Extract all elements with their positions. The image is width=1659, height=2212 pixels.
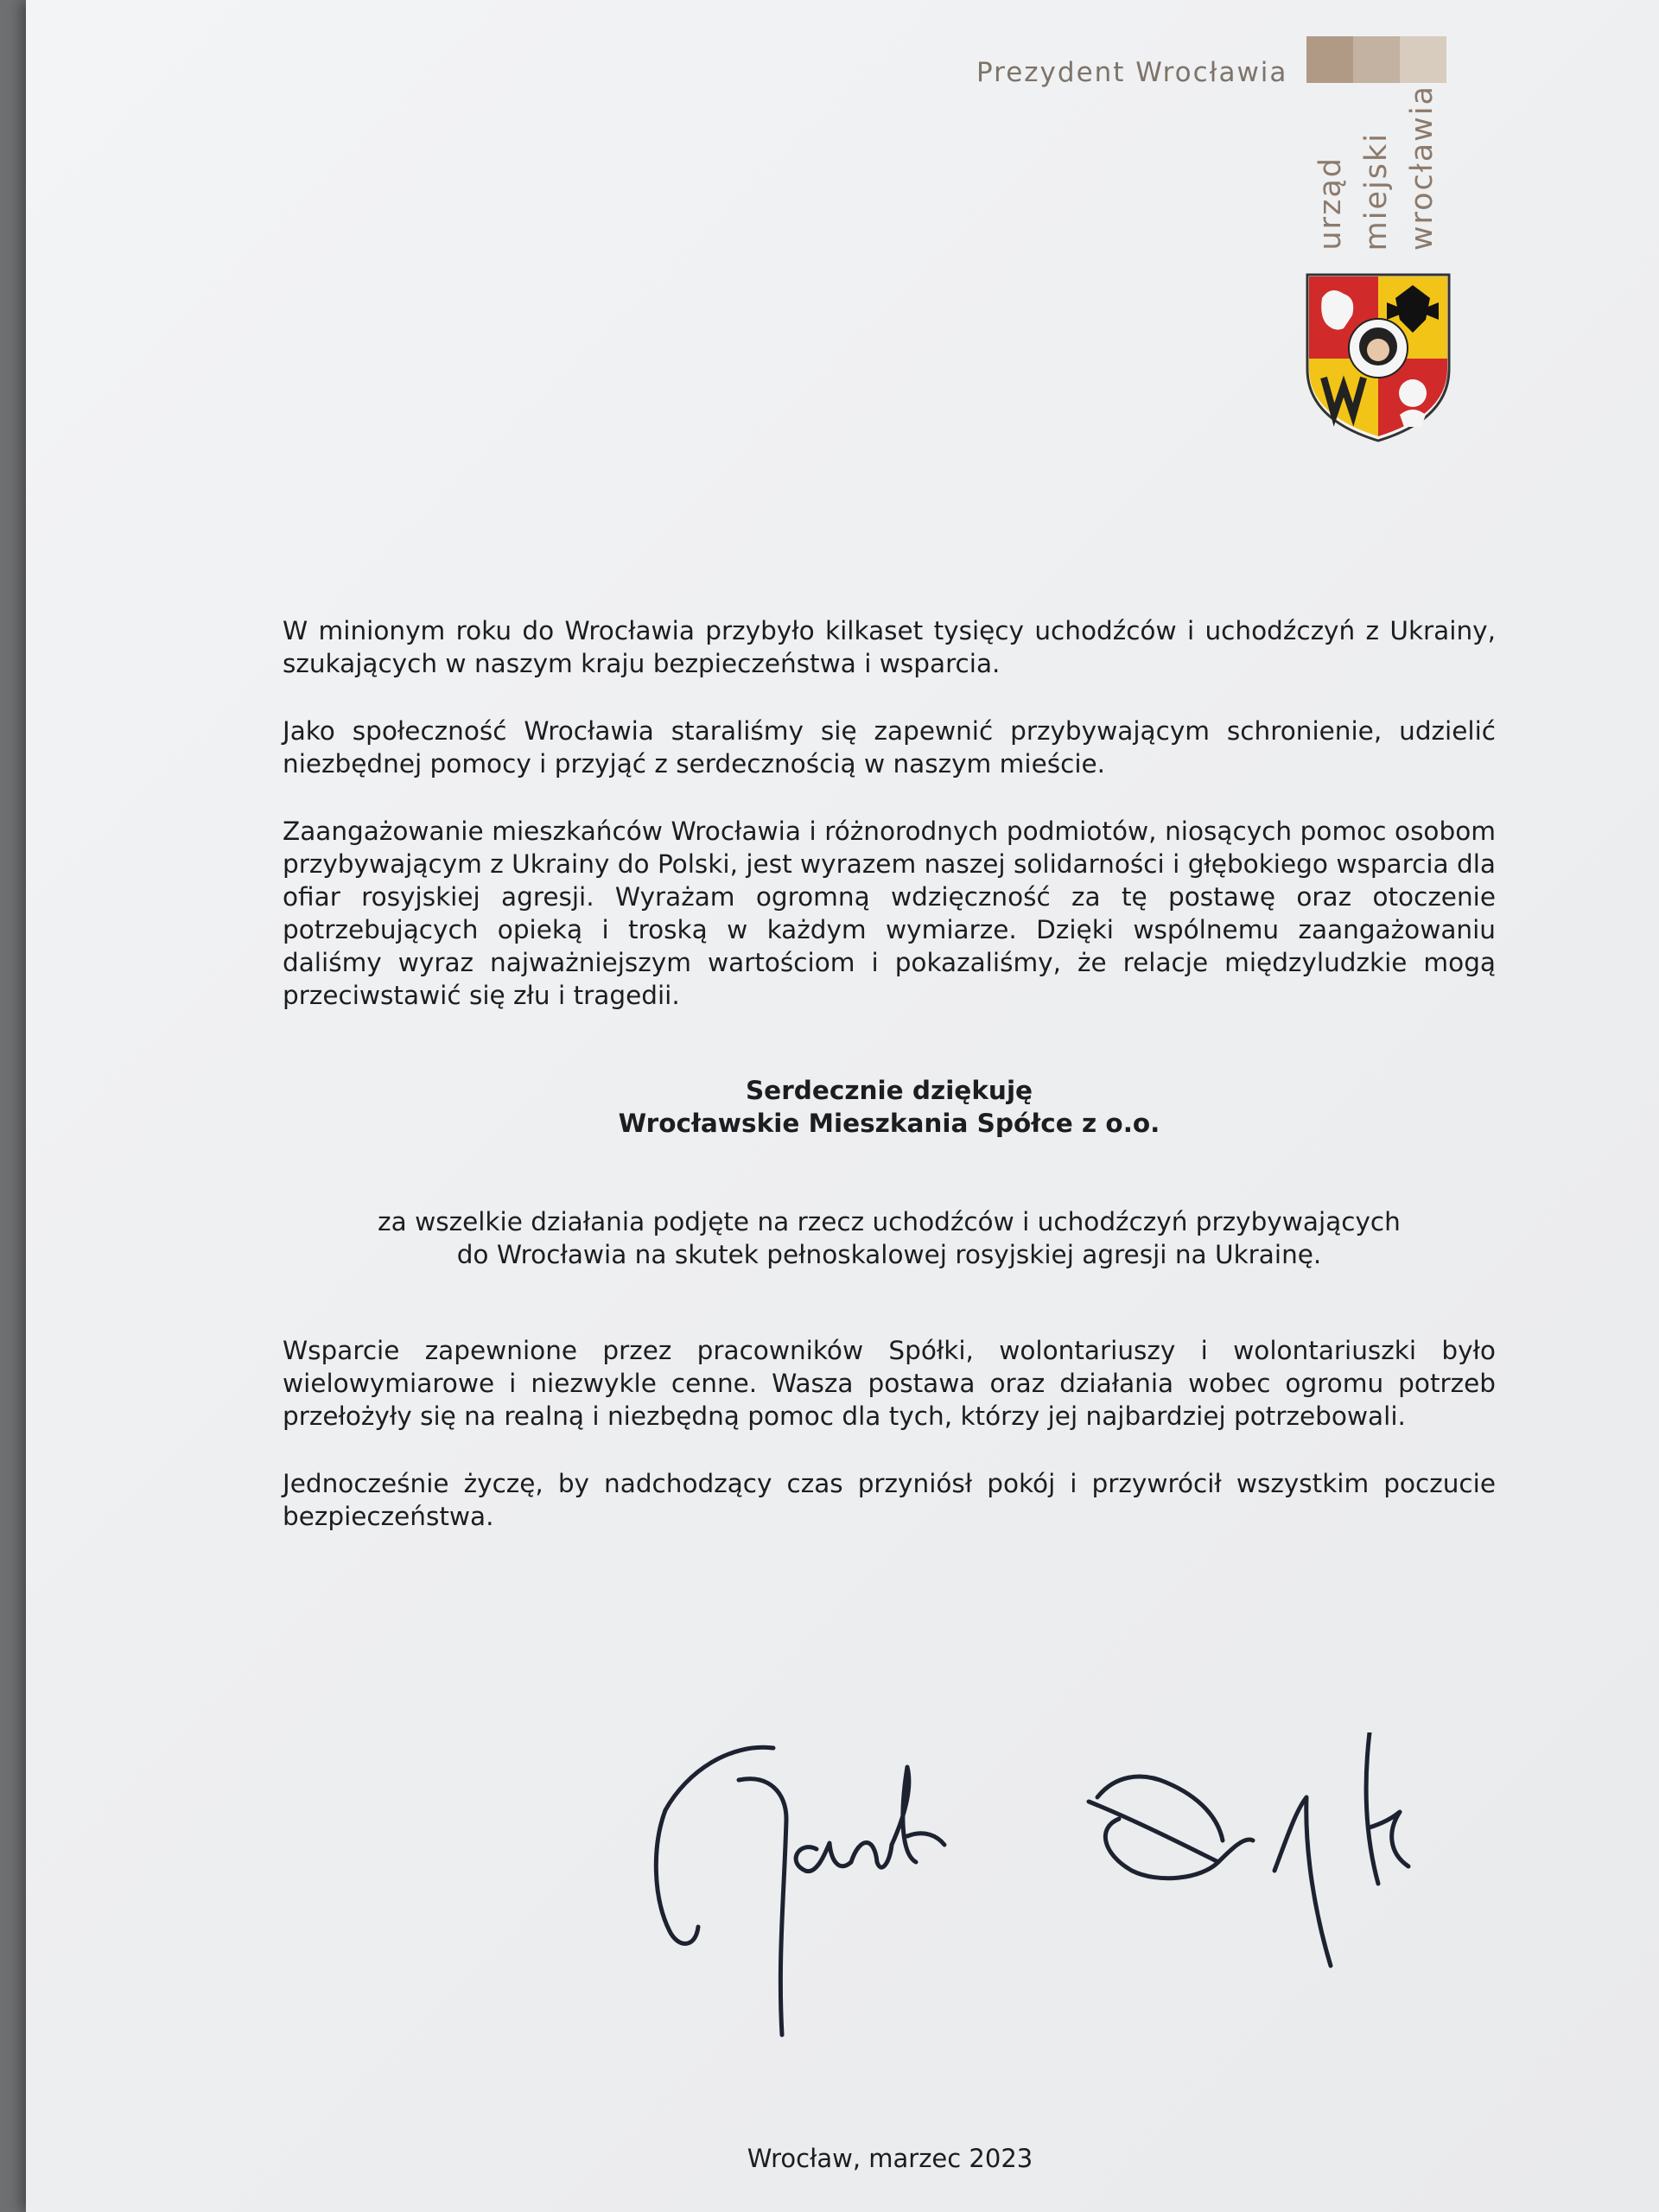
actions-line-2: do Wrocławia na skutek pełnoskalowej rosyjskiej agresji na Ukrainę. [456,1240,1322,1269]
letterhead-color-squares [1306,36,1446,83]
thanks-block [283,1074,1496,1140]
closing-paragraph-1: Wsparcie zapewnione przez pracowników Spółki, wolontariuszy i wolontariuszki było wielowymiarowe i niezwykle cenne. Wasza postawa oraz działania wobec ogromu potrzeb przełożyły się na realną i niezbędną pomoc dla tych, którzy jej najbardziej potrzebowali. [283,1336,1496,1431]
office-line-1: urząd [1313,156,1348,251]
brand-square-1 [1306,36,1353,83]
actions-block [283,1205,1496,1271]
letter-sheet [26,0,1659,2212]
paragraph-3: Zaangażowanie mieszkańców Wrocławia i różnorodnych podmiotów, niosących pomoc osobom przybywającym z Ukrainy do Polski, jest wyrazem naszej solidarności i głębokiego wsparcia dla ofiar rosyjskiej agresji. Wyrażam ogromną wdzięczność za tę postawę oraz otoczenie potrzebujących opieką i troską w każdym wymiarze. Dzięki wspólnemu zaangażowaniu daliśmy wyraz najważniejszym wartościom i pokazaliśmy, że relacje międzyludzkie mogą przeciwstawić się złu i tragedii. [283,817,1496,1010]
office-line-3: wrocławia [1405,84,1440,251]
brand-square-2 [1353,36,1400,83]
brand-square-3 [1400,36,1446,83]
office-line-2: miejski [1359,131,1394,251]
place-and-date: Wrocław, marzec 2023 [747,2144,1033,2173]
letterhead-title: Prezydent Wrocławia [976,57,1288,88]
paragraph-1: W minionym roku do Wrocławia przybyło kilkaset tysięcy uchodźców i uchodźczyń z Ukrainy, szukających w naszym kraju bezpieczeństwa i wsparcia. [283,616,1496,678]
actions-line-1: za wszelkie działania podjęte na rzecz uchodźców i uchodźczyń przybywających [378,1207,1401,1236]
closing-paragraph-2: Jednocześnie życzę, by nadchodzący czas przyniósł pokój i przywrócił wszystkim poczucie bezpieczeństwa. [283,1469,1496,1531]
recipient-name: Wrocławskie Mieszkania Spółce z o.o. [618,1109,1160,1138]
thanks-line: Serdecznie dziękuję [745,1076,1033,1105]
handwritten-signature [648,1732,1478,2052]
wroclaw-coat-of-arms-icon [1305,272,1452,443]
paragraph-2: Jako społeczność Wrocławia staraliśmy się zapewnić przybywającym schronienie, udzielić niezbędnej pomocy i przyjąć z serdecznością w naszym mieście. [283,716,1496,779]
